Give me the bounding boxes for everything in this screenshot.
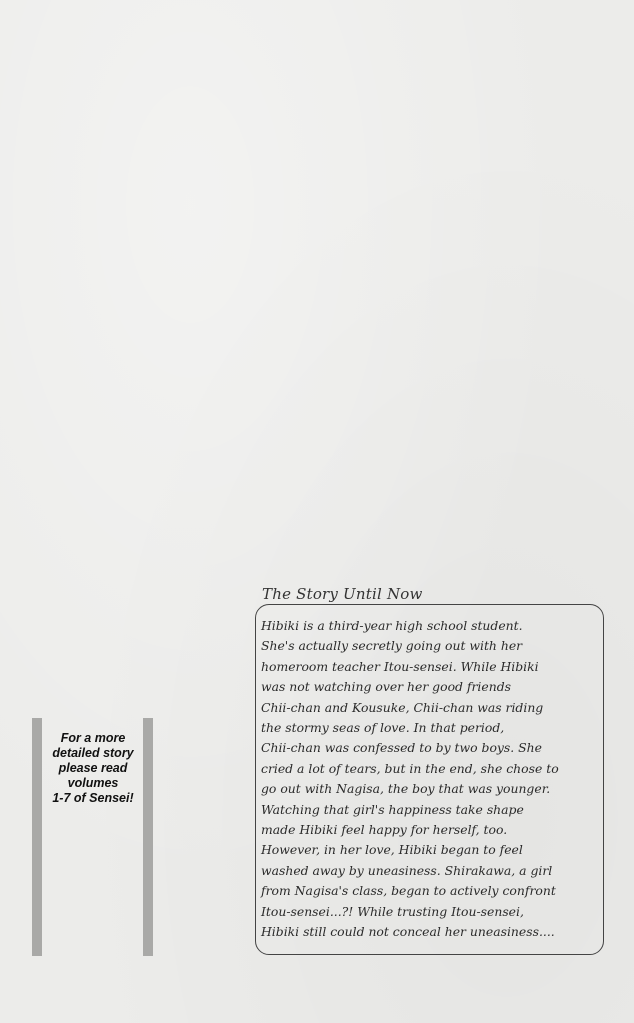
- volume-note-line: 1-7 of Sensei!: [52, 791, 134, 805]
- story-title: The Story Until Now: [262, 585, 423, 603]
- story-line: However, in her love, Hibiki began to feel: [261, 842, 523, 858]
- volume-note-line: detailed story: [52, 746, 134, 760]
- story-line: go out with Nagisa, the boy that was younger.: [261, 781, 551, 797]
- story-line: made Hibiki feel happy for herself, too.: [261, 822, 508, 838]
- note-bar-right: [143, 718, 153, 956]
- story-line: Hibiki still could not conceal her uneasiness....: [261, 924, 555, 940]
- story-line: Watching that girl's happiness take shape: [261, 801, 524, 817]
- volume-note-line: please read: [58, 761, 128, 775]
- story-line: from Nagisa's class, began to actively confront: [261, 883, 556, 899]
- volume-note-line: volumes: [67, 776, 119, 790]
- story-line: was not watching over her good friends: [261, 679, 511, 695]
- story-line: Chii-chan was confessed to by two boys. She: [261, 740, 542, 756]
- story-line: Chii-chan and Kousuke, Chii-chan was riding: [261, 699, 544, 715]
- note-bar-left: [32, 718, 42, 956]
- story-line: She's actually secretly going out with her: [261, 638, 523, 654]
- story-line: Itou-sensei...?! While trusting Itou-sensei,: [261, 903, 524, 919]
- story-line: cried a lot of tears, but in the end, she chose to: [261, 760, 559, 776]
- story-line: the stormy seas of love. In that period,: [261, 720, 505, 736]
- volume-note-line: For a more: [60, 731, 126, 745]
- story-line: homeroom teacher Itou-sensei. While Hibiki: [261, 658, 539, 674]
- volume-note: [44, 731, 142, 806]
- story-line: washed away by uneasiness. Shirakawa, a girl: [261, 862, 553, 878]
- story-line: Hibiki is a third-year high school student.: [261, 618, 523, 633]
- story-summary: [261, 616, 606, 943]
